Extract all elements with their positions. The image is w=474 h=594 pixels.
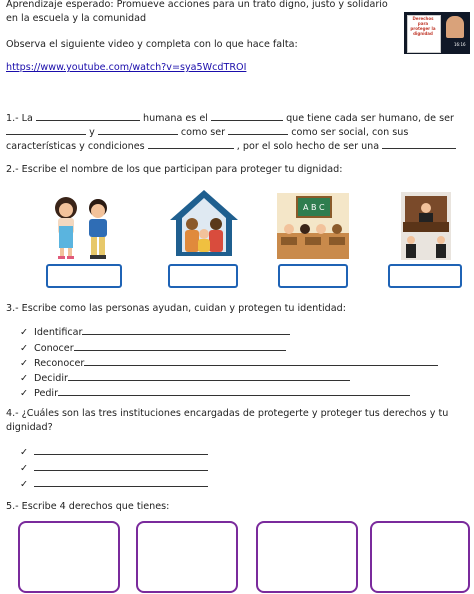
q4-answer-blank[interactable] bbox=[34, 444, 208, 455]
q1-text-7: características y condiciones bbox=[6, 141, 145, 152]
q3-item-label: Identificar bbox=[34, 327, 83, 338]
q3-item-blank[interactable] bbox=[68, 370, 350, 381]
learning-objective: Aprendizaje esperado: Promueve acciones para un trato digno, justo y solidario en la escuela y la comunidad bbox=[6, 0, 388, 24]
check-icon: ✓ bbox=[20, 388, 29, 399]
q1-blank-3[interactable] bbox=[6, 124, 86, 135]
q1-text-5: como ser bbox=[180, 127, 226, 138]
video-link[interactable]: https://www.youtube.com/watch?v=sya5WcdTROI bbox=[6, 62, 247, 73]
q1-text-3: que tiene cada ser humano, de ser bbox=[286, 113, 454, 124]
check-icon: ✓ bbox=[20, 358, 29, 369]
q3-item-row bbox=[20, 324, 290, 340]
video-thumbnail[interactable] bbox=[404, 12, 470, 54]
thumbnail-duration: 16:16 bbox=[454, 42, 466, 47]
answer-box-family[interactable] bbox=[168, 264, 238, 288]
answer-box-children[interactable] bbox=[46, 264, 122, 288]
q3-item-blank[interactable] bbox=[84, 355, 438, 366]
q4-answer-row bbox=[20, 460, 208, 476]
q1-blank-2[interactable] bbox=[211, 110, 283, 121]
q1-blank-6[interactable] bbox=[148, 138, 234, 149]
children-illustration bbox=[44, 192, 120, 260]
right-box-2[interactable] bbox=[136, 521, 238, 593]
family-house-illustration bbox=[166, 186, 242, 258]
q1-text-6: como ser social, con sus bbox=[291, 127, 409, 138]
thumbnail-title: Derechos para proteger la dignidad bbox=[410, 16, 436, 36]
check-icon: ✓ bbox=[20, 447, 29, 458]
q3-item-blank[interactable] bbox=[58, 385, 410, 396]
q1-blank-1[interactable] bbox=[36, 110, 140, 121]
q1-text-1: 1.- La bbox=[6, 113, 33, 124]
q1-text-8: , por el solo hecho de ser una bbox=[236, 141, 380, 152]
q1-blank-7[interactable] bbox=[382, 138, 456, 149]
check-icon: ✓ bbox=[20, 463, 29, 474]
question-1-line-3 bbox=[6, 138, 472, 154]
q1-blank-4[interactable] bbox=[98, 124, 178, 135]
check-icon: ✓ bbox=[20, 373, 29, 384]
answer-box-court[interactable] bbox=[388, 264, 462, 288]
classroom-illustration bbox=[277, 193, 349, 259]
q3-item-label: Reconocer bbox=[34, 358, 85, 369]
q4-answer-blank[interactable] bbox=[34, 476, 208, 487]
courtroom-illustration bbox=[401, 192, 451, 260]
q3-item-row bbox=[20, 370, 350, 386]
answer-box-school[interactable] bbox=[278, 264, 348, 288]
question-3-title: 3.- Escribe como las personas ayudan, cuidan y protegen tu identidad: bbox=[6, 303, 346, 314]
q4-answer-blank[interactable] bbox=[34, 460, 208, 471]
question-2-title: 2.- Escribe el nombre de los que participan para proteger tu dignidad: bbox=[6, 164, 343, 175]
q3-item-row bbox=[20, 385, 410, 401]
q3-item-blank[interactable] bbox=[82, 324, 290, 335]
q3-item-row bbox=[20, 340, 286, 356]
right-box-1[interactable] bbox=[18, 521, 120, 593]
question-4-title: 4.- ¿Cuáles son las tres instituciones encargadas de protegerte y proteger tus derechos y tu dignidad? bbox=[6, 408, 449, 433]
svg-text:A B C: A B C bbox=[303, 203, 325, 212]
right-box-4[interactable] bbox=[370, 521, 470, 593]
check-icon: ✓ bbox=[20, 327, 29, 338]
right-box-3[interactable] bbox=[256, 521, 358, 593]
q3-item-row bbox=[20, 355, 438, 371]
q1-text-4: y bbox=[89, 127, 95, 138]
q4-answer-row bbox=[20, 444, 208, 460]
q4-answer-row bbox=[20, 476, 208, 492]
observe-instruction: Observa el siguiente video y completa con lo que hace falta: bbox=[6, 39, 298, 50]
check-icon: ✓ bbox=[20, 479, 29, 490]
check-icon: ✓ bbox=[20, 343, 29, 354]
thumbnail-person-image bbox=[446, 16, 464, 38]
q3-item-label: Pedir bbox=[34, 388, 59, 399]
q1-text-2: humana es el bbox=[143, 113, 208, 124]
question-5-title: 5.- Escribe 4 derechos que tienes: bbox=[6, 501, 170, 512]
q1-blank-5[interactable] bbox=[228, 124, 288, 135]
q3-item-label: Decidir bbox=[34, 373, 68, 384]
q3-item-label: Conocer bbox=[34, 343, 74, 354]
q3-item-blank[interactable] bbox=[74, 340, 286, 351]
